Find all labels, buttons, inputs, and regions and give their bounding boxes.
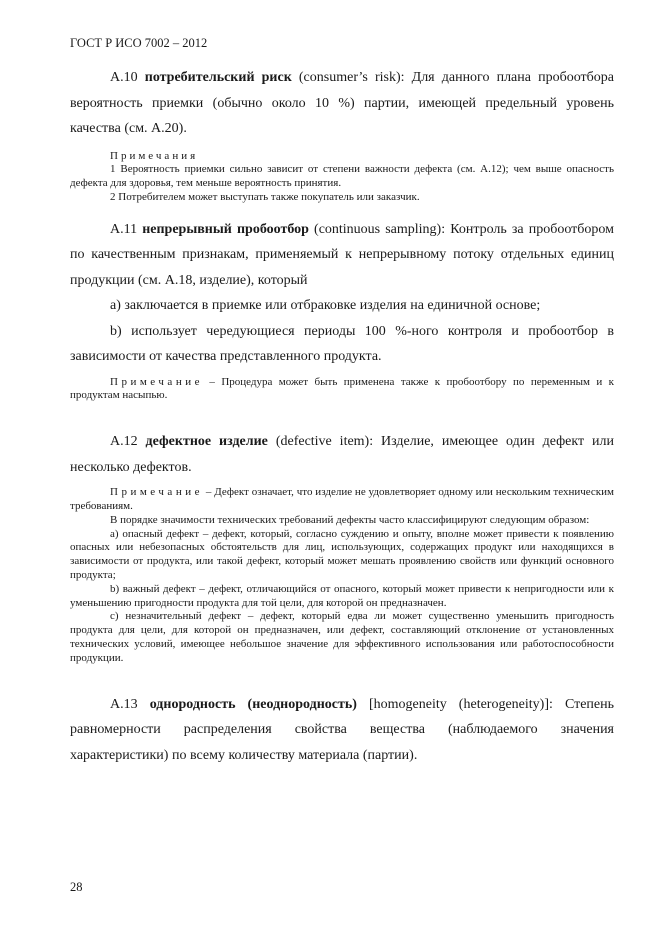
note-2: 2 Потребителем может выступать также покупатель или заказчик. <box>110 190 420 203</box>
term-name: потребительский риск <box>144 70 292 85</box>
term-name: однородность (неоднородность) <box>149 696 357 712</box>
note-text: – Процедура может быть применена также к пробоотбору по переменным и к продуктам насыпью. <box>70 375 614 402</box>
term-definition: [homogeneity (heterogeneity)]: Степень равномерности распределения свойства вещества (наблюдаемого значения характеристики) по всему количеству материала (партии). <box>70 696 615 763</box>
term-definition: (consumer’s risk): Для данного плана пробоотбора вероятность приемки (обычно около 10 %) партии, имеющей предельный уровень качества (см. А.20). <box>70 70 614 136</box>
note-text: – Дефект означает, что изделие не удовлетворяет одному или нескольким техническим требованиям. <box>70 486 614 513</box>
note-1: 1 Вероятность приемки сильно зависит от степени важности дефекта (см. А.12); чем выше опасность дефекта для здоровья, тем меньше вероятность принятия. <box>70 163 614 190</box>
term-name: непрерывный пробоотбор <box>142 221 309 237</box>
term-name: дефектное изделие <box>145 434 268 450</box>
document-page <box>70 36 614 768</box>
document-header: ГОСТ Р ИСО 7002 – 2012 <box>70 36 208 50</box>
term-number: А.11 <box>110 221 138 237</box>
list-item-b: b) использует чередующиеся периоды 100 %-ного контроля и пробоотбор в зависимости от качества представленного продукта. <box>70 323 614 365</box>
term-definition: (defective item): Изделие, имеющее один дефект или несколько дефектов. <box>70 434 614 475</box>
defect-critical: а) опасный дефект – дефект, который, согласно суждению и опыту, вполне может привести к появлению опасных или небезопасных обстоятельств для лиц, использующих, содержащих продукт или находящихся в зависимости от продукта, или такой дефект, который может мешать проявлению свойств или функций основного продукта; <box>70 527 614 582</box>
list-item-a: а) заключается в приемке или отбраковке изделия на единичной основе; <box>110 298 541 314</box>
page-number: 28 <box>70 880 83 894</box>
note <box>70 376 614 404</box>
term-a13 <box>70 692 614 769</box>
defect-minor: с) незначительный дефект – дефект, который едва ли может существенно уменьшить пригодность продукта для цели, для которой он предназначен, или дефект, составляющий отклонение от установленных технических условий, имеющее небольшое значение для эффективного использования или работоспособности продукции. <box>70 610 614 664</box>
note <box>70 486 614 514</box>
defect-major: b) важный дефект – дефект, отличающийся от опасного, который может привести к непригодности или к уменьшению пригодности продукта для той цели, для которой он предназначен. <box>70 582 614 609</box>
term-number: А.10 <box>110 70 138 85</box>
term-definition: (continuous sampling): Контроль за пробоотбором по качественным признакам, применяемый к непрерывному потоку отдельных единиц продукции (см. А.18, изделие), который <box>70 221 614 288</box>
term-a11 <box>70 217 614 294</box>
term-number: А.13 <box>110 696 138 712</box>
note-label: Примечание <box>110 375 203 388</box>
term-a12 <box>70 429 614 480</box>
notes-label: Примечания <box>110 149 199 162</box>
term-a10 <box>70 65 614 142</box>
note-label: Примечание <box>110 486 203 499</box>
term-number: А.12 <box>110 434 138 450</box>
note-paragraph: В порядке значимости технических требований дефекты часто классифицируют следующим образом: <box>110 513 590 526</box>
